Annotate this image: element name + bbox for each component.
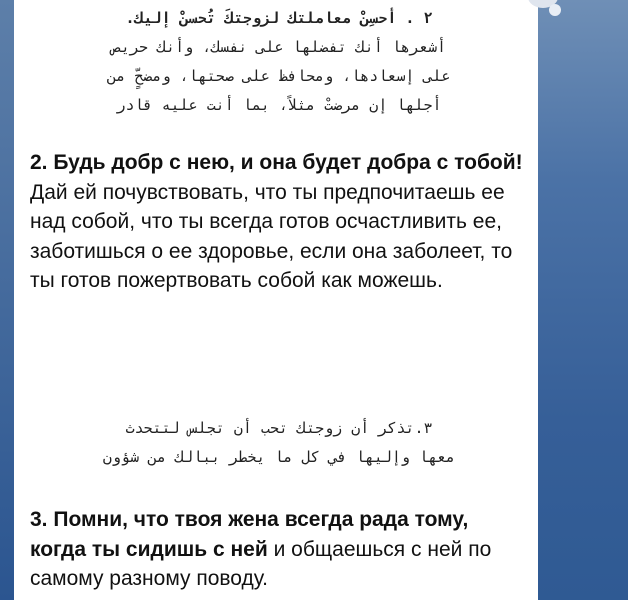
arabic-line: معها وإليها في كل ما يخطر ببالك من شؤون (102, 448, 456, 466)
arabic-line: على إسعادها، ومحافظ على صحتها، ومضحٍّ من (107, 67, 451, 85)
arabic-line: ٢ . أحسِنْ معاملتك لزوجتكَ تُحسنْ إليك. (125, 9, 433, 27)
paragraph-text: Дай ей почувствовать, что ты предпочитаешь ее над собой, что ты всегда готов осчастливить ее, заботишься о ее здоровье, если она заболеет, то ты готов пожертвовать собой как можешь. (30, 180, 513, 292)
paragraph-heading: 2. Будь добр с нею, и она будет добра с тобой! (30, 151, 523, 174)
decorative-dot (549, 4, 561, 16)
arabic-line: ٣.تذكر أن زوجتك تحب أن تجلس لتتحدث (125, 419, 433, 437)
russian-paragraph-2 (30, 148, 530, 296)
paragraph-text: и общаешься с ней по самому разному поводу. (30, 537, 492, 590)
background-strip (0, 0, 14, 600)
russian-paragraph-3 (30, 505, 530, 594)
arabic-text-block-3 (34, 414, 524, 472)
arabic-line: أجلها إن مرضتْ مثلاً، بما أنت عليه قادر (116, 96, 442, 114)
arabic-line: أشعرها أنك تفضلها على نفسك، وأنك حريص (111, 38, 447, 56)
paragraph-heading: 3. Помни, что твоя жена всегда рада тому, когда ты сидишь с ней (30, 508, 469, 561)
arabic-text-block-2 (34, 4, 524, 120)
